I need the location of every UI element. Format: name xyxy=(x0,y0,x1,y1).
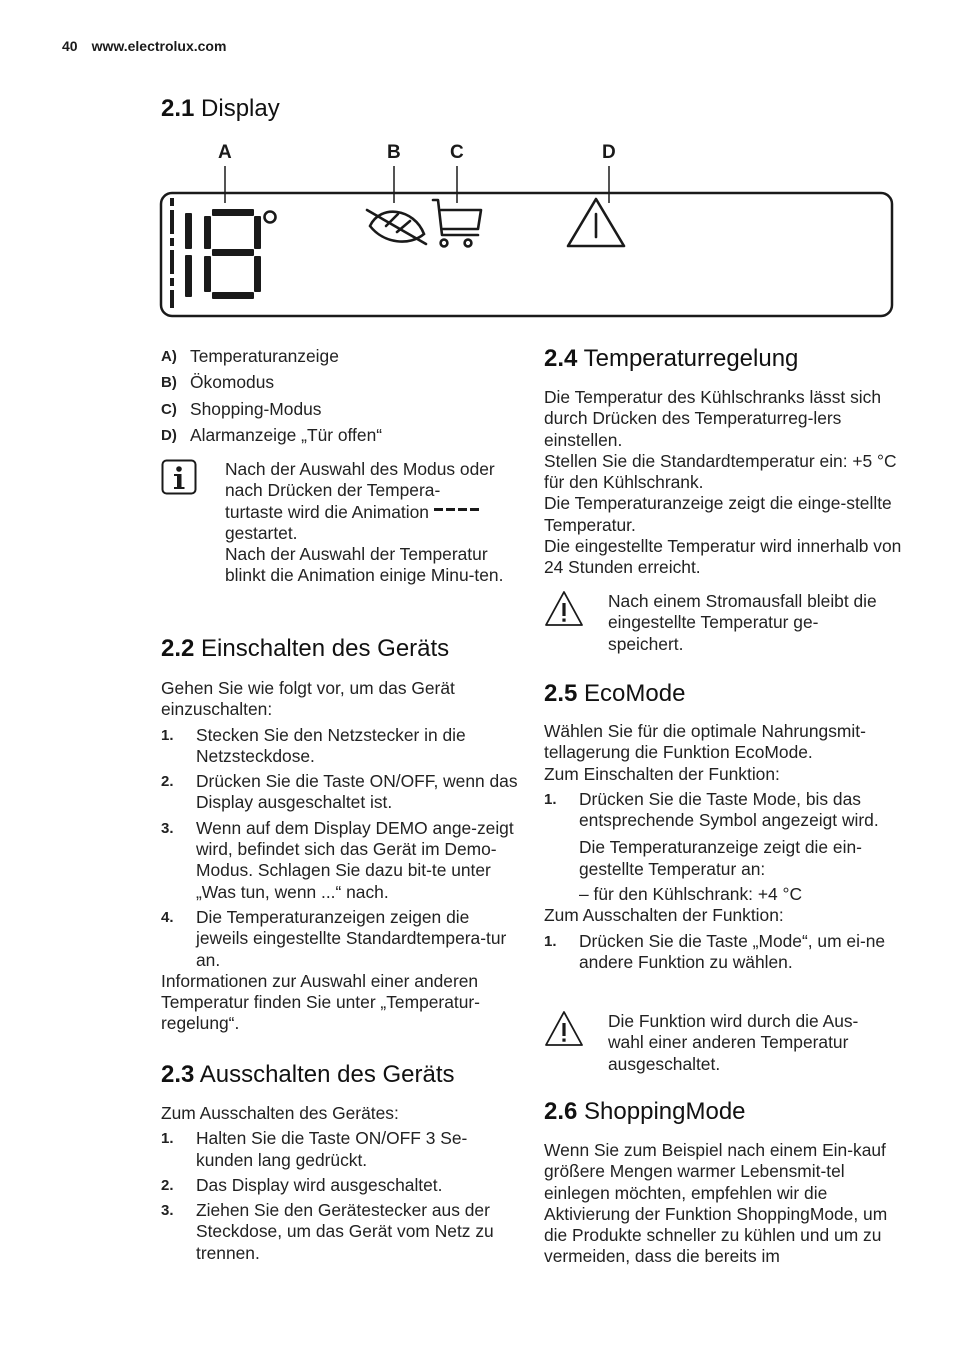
section-2-5-heading xyxy=(544,680,685,708)
seven-segment-digit-8 xyxy=(204,209,261,299)
step-number: 3. xyxy=(161,819,174,837)
step-number: 1. xyxy=(544,932,557,950)
step-number: 2. xyxy=(161,1176,174,1194)
section-intro: Gehen Sie wie folgt vor, um das Gerät einzuschalten: xyxy=(161,678,455,720)
legend-item xyxy=(161,346,521,367)
step-text: Ziehen Sie den Gerätestecker aus der Steckdose, um das Gerät vom Netz zu trennen. xyxy=(196,1200,494,1263)
paragraph: Wählen Sie für die optimale Nahrungsmit-tellagerung die Funktion EcoMode. xyxy=(544,721,866,763)
warning-icon xyxy=(568,199,624,246)
info-note-line: Nach der Auswahl der Temperatur blinkt die Animation einige Minu-ten. xyxy=(225,544,504,586)
paragraph: Zum Ausschalten der Funktion: xyxy=(544,905,784,926)
paragraph: Die eingestellte Temperatur wird innerhalb von 24 Stunden erreicht. xyxy=(544,536,902,578)
info-note-line: Nach der Auswahl des Modus oder nach Drücken der Tempera- xyxy=(225,459,495,501)
list-item xyxy=(161,1175,521,1196)
section-title: Display xyxy=(201,95,280,122)
animation-segments-icon xyxy=(170,198,174,308)
step-text: Die Temperaturanzeigen zeigen die jeweils eingestellte Standardtempera-tur an. xyxy=(196,906,507,970)
info-note xyxy=(225,459,515,587)
section-number: 2.2 xyxy=(161,635,195,662)
diagram-label-d: D xyxy=(602,142,616,163)
warning-note: Die Funktion wird durch die Aus-wahl einer anderen Temperatur ausgeschaltet. xyxy=(608,1011,859,1074)
warning-note: Nach einem Stromausfall bleibt die eingestellte Temperatur ge-speichert. xyxy=(608,591,877,654)
step-detail: Die Temperaturanzeige zeigt die ein-gestellte Temperatur an: xyxy=(579,837,862,879)
diagram-label-c: C xyxy=(450,142,464,163)
degree-icon xyxy=(265,212,276,223)
section-title: EcoMode xyxy=(584,680,686,707)
section-2-4-body xyxy=(544,387,904,579)
display-diagram xyxy=(0,0,954,340)
section-2-3-body xyxy=(161,1103,521,1264)
list-item xyxy=(161,907,521,971)
section-2-5-body xyxy=(544,721,904,973)
legend-text: Shopping-Modus xyxy=(190,398,322,419)
step-number: 1. xyxy=(161,1130,174,1148)
step-number: 4. xyxy=(161,908,174,926)
list-item xyxy=(161,725,521,768)
section-number: 2.4 xyxy=(544,345,578,372)
warning-icon xyxy=(544,590,584,628)
paragraph: Zum Einschalten der Funktion: xyxy=(544,763,780,784)
paragraph: Die Temperaturanzeige zeigt die einge-stellte Temperatur. xyxy=(544,493,892,535)
section-2-6-body: Wenn Sie zum Beispiel nach einem Ein-kauf größere Mengen warmer Lebensmit-tel einlegen möchten, empfehlen wir die Aktivierung der Funktion ShoppingMode, um die Produkte schneller zu kühlen und um zu vermeiden, dass die bereits im xyxy=(544,1140,888,1267)
step-number: 1. xyxy=(544,790,557,808)
legend-item xyxy=(161,399,521,420)
section-number: 2.6 xyxy=(544,1098,578,1125)
step-text: Drücken Sie die Taste ON/OFF, wenn das Display ausgeschaltet ist. xyxy=(196,771,518,813)
seven-segment-digit-1 xyxy=(185,213,192,297)
step-number: 1. xyxy=(161,726,174,744)
step-text: Wenn auf dem Display DEMO ange-zeigt wird, befindet sich das Gerät im Demo-Modus. Schlagen Sie dazu bit-te unter „Was tun, wenn ...“ nach. xyxy=(196,817,514,902)
legend-text: Ökomodus xyxy=(190,372,275,393)
leaf-icon xyxy=(367,210,426,244)
section-title: ShoppingMode xyxy=(584,1098,746,1125)
info-note-line xyxy=(225,502,515,523)
list-item xyxy=(544,931,904,974)
section-2-3-heading xyxy=(161,1061,455,1089)
dash-item: – für den Kühlschrank: +4 °C xyxy=(579,884,803,905)
list-item xyxy=(544,789,904,832)
display-legend xyxy=(161,346,521,446)
legend-text: Alarmanzeige „Tür offen“ xyxy=(190,424,383,445)
section-title: Temperaturregelung xyxy=(583,345,799,372)
list-item xyxy=(161,818,521,903)
list-item xyxy=(161,1200,521,1264)
paragraph: Stellen Sie die Standardtemperatur ein: +5 °C für den Kühlschrank. xyxy=(544,450,897,493)
info-icon xyxy=(161,459,197,495)
legend-item xyxy=(161,372,521,393)
step-text: Drücken Sie die Taste „Mode“, um ei-ne andere Funktion zu wählen. xyxy=(579,930,886,972)
info-note-line: gestartet. xyxy=(225,522,298,543)
step-text: Halten Sie die Taste ON/OFF 3 Se-kunden lang gedrückt. xyxy=(196,1128,468,1170)
section-title: Einschalten des Geräts xyxy=(201,635,450,662)
legend-key: A) xyxy=(161,348,177,365)
list-item xyxy=(161,771,521,814)
list-item xyxy=(161,1128,521,1171)
section-number: 2.1 xyxy=(161,95,195,122)
warning-icon xyxy=(544,1010,584,1048)
steps-list xyxy=(544,931,904,974)
section-number: 2.3 xyxy=(161,1061,195,1088)
step-text: Stecken Sie den Netzstecker in die Netzsteckdose. xyxy=(196,724,466,766)
animation-dashes-icon xyxy=(434,504,480,514)
step-number: 2. xyxy=(161,773,174,791)
diagram-label-b: B xyxy=(387,142,401,163)
page-number: 40 xyxy=(62,38,78,54)
steps-list xyxy=(544,789,904,832)
info-note-text: turtaste wird die Animation xyxy=(225,501,434,522)
legend-key: D) xyxy=(161,426,177,444)
steps-list xyxy=(161,725,521,971)
legend-text: Temperaturanzeige xyxy=(190,346,339,366)
step-number: 3. xyxy=(161,1202,174,1220)
shopping-cart-icon xyxy=(433,200,481,246)
step-text: Drücken Sie die Taste Mode, bis das entsprechende Symbol angezeigt wird. xyxy=(579,788,879,831)
section-title: Ausschalten des Geräts xyxy=(199,1061,455,1088)
section-2-2-body xyxy=(161,678,521,1035)
section-2-2-heading xyxy=(161,635,449,663)
section-outro: Informationen zur Auswahl einer anderen Temperatur finden Sie unter „Temperatur-regelung“. xyxy=(161,970,480,1034)
diagram-label-a: A xyxy=(218,142,232,163)
legend-key: B) xyxy=(161,374,177,392)
website-link[interactable]: www.electrolux.com xyxy=(91,38,227,54)
legend-item xyxy=(161,425,521,446)
paragraph: Die Temperatur des Kühlschranks lässt sich durch Drücken des Temperaturreg-lers einstellen. xyxy=(544,387,882,450)
section-intro: Zum Ausschalten des Gerätes: xyxy=(161,1103,399,1123)
section-number: 2.5 xyxy=(544,680,578,707)
legend-key: C) xyxy=(161,400,177,418)
steps-list xyxy=(161,1128,521,1264)
step-text: Das Display wird ausgeschaltet. xyxy=(196,1174,443,1195)
section-2-6-heading xyxy=(544,1098,746,1126)
section-2-4-heading xyxy=(544,345,798,373)
